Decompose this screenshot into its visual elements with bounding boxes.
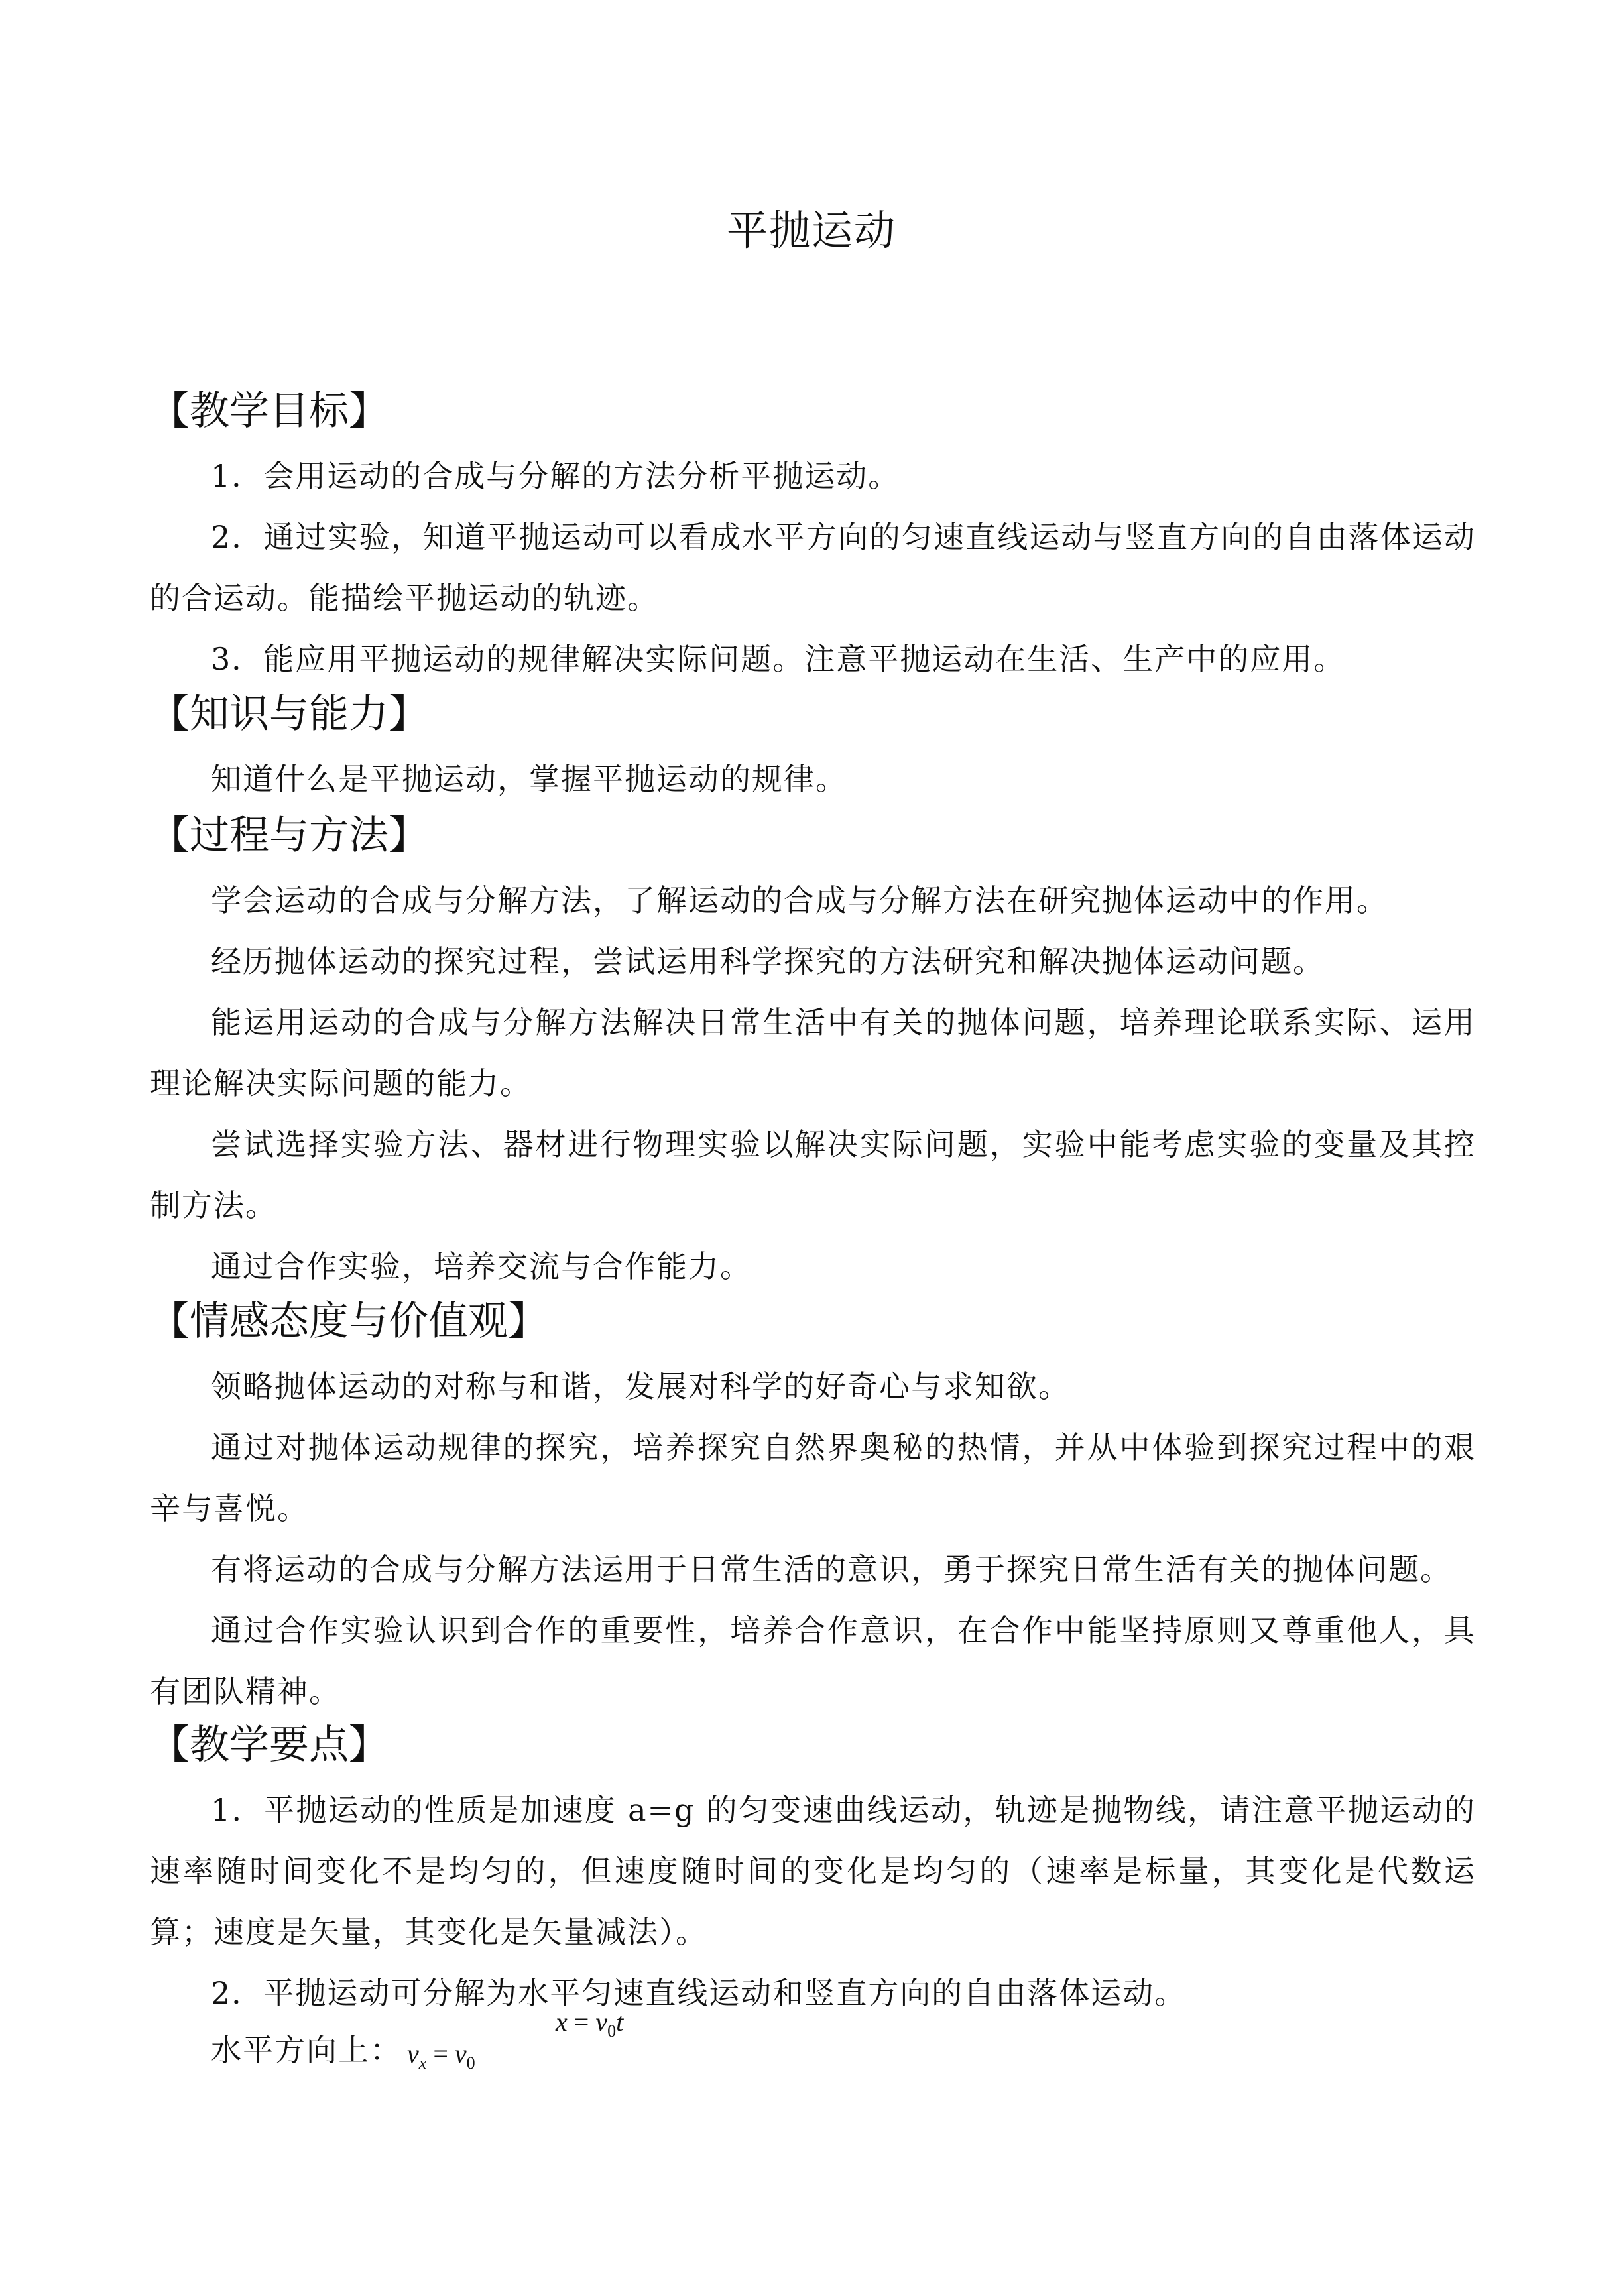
process-item-4: 尝试选择实验方法、器材进行物理实验以解决实际问题，实验中能考虑实验的变量及其控制方法。 [150, 1126, 1476, 1223]
section-heading-keypoints: 【教学要点】 [150, 1722, 389, 1768]
goal-item-2: 2．通过实验，知道平抛运动可以看成水平方向的匀速直线运动与竖直方向的自由落体运动的合运动。能描绘平抛运动的轨迹。 [150, 519, 1476, 616]
page-title: 平抛运动 [726, 206, 896, 255]
section-heading-knowledge: 【知识与能力】 [150, 691, 428, 737]
knowledge-item-1: 知道什么是平抛运动，掌握平抛运动的规律。 [211, 761, 847, 797]
emotion-item-3: 有将运动的合成与分解方法运用于日常生活的意识，勇于探究日常生活有关的抛体问题。 [211, 1551, 1452, 1587]
formula-label-horizontal: 水平方向上： [211, 2032, 402, 2068]
process-item-1: 学会运动的合成与分解方法，了解运动的合成与分解方法在研究抛体运动中的作用。 [211, 882, 1388, 918]
section-heading-goals: 【教学目标】 [150, 388, 389, 434]
formula-vx: $v_x = v_0$ [407, 2039, 475, 2073]
keypoint-item-2: 2．平抛运动可分解为水平匀速直线运动和竖直方向的自由落体运动。 [211, 1975, 1187, 2011]
section-heading-process: 【过程与方法】 [150, 812, 428, 859]
emotion-item-4: 通过合作实验认识到合作的重要性，培养合作意识，在合作中能坚持原则又尊重他人，具有团队精神。 [150, 1612, 1476, 1709]
process-item-5: 通过合作实验，培养交流与合作能力。 [211, 1248, 752, 1284]
process-item-3: 能运用运动的合成与分解方法解决日常生活中有关的抛体问题，培养理论联系实际、运用理论解决实际问题的能力。 [150, 1004, 1476, 1101]
emotion-item-1: 领略抛体运动的对称与和谐，发展对科学的好奇心与求知欲。 [211, 1368, 1070, 1404]
formula-x: $x = v_0t$ [556, 2007, 624, 2041]
emotion-item-2: 通过对抛体运动规律的探究，培养探究自然界奥秘的热情，并从中体验到探究过程中的艰辛与喜悦。 [150, 1429, 1476, 1526]
process-item-2: 经历抛体运动的探究过程，尝试运用科学探究的方法研究和解决抛体运动问题。 [211, 943, 1325, 979]
section-heading-emotion: 【情感态度与价值观】 [150, 1298, 548, 1345]
goal-item-1: 1．会用运动的合成与分解的方法分析平抛运动。 [211, 458, 900, 494]
goal-item-3: 3．能应用平抛运动的规律解决实际问题。注意平抛运动在生活、生产中的应用。 [211, 641, 1346, 677]
keypoint-item-1: 1．平抛运动的性质是加速度 a=g 的匀变速曲线运动，轨迹是抛物线，请注意平抛运动的速率随时间变化不是均匀的，但速度随时间的变化是均匀的（速率是标量，其变化是代数运算；速度是矢量，其变化是矢量减法）。 [150, 1792, 1476, 1950]
